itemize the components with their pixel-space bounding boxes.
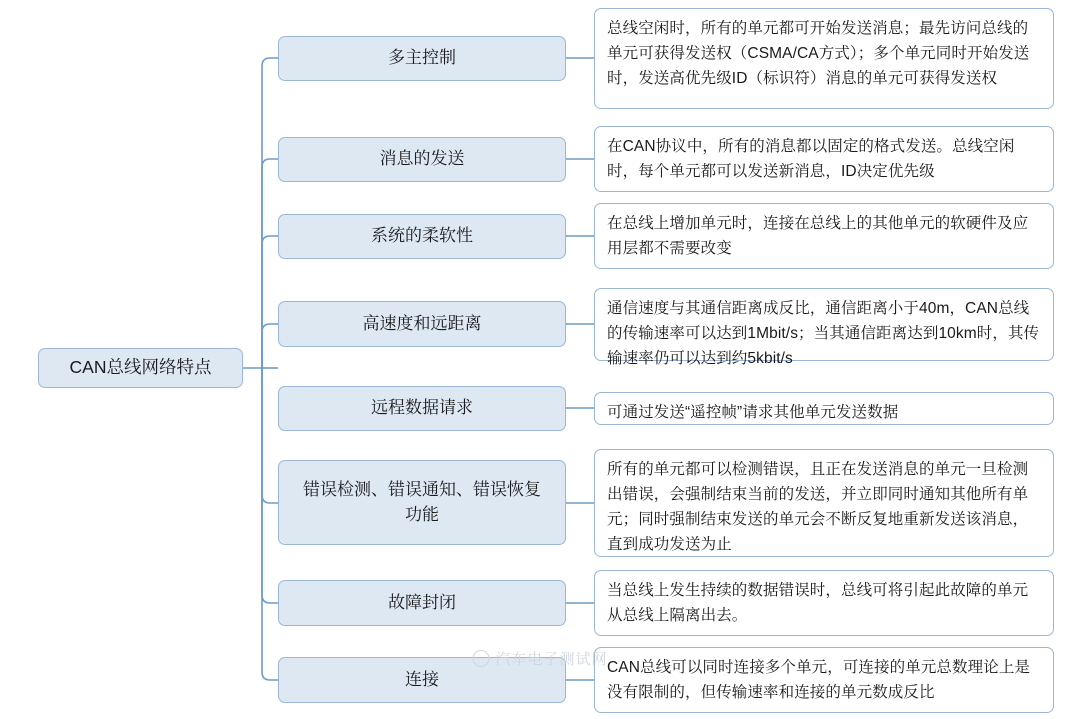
branch-node-7[interactable] xyxy=(278,580,566,626)
branch-node-1[interactable] xyxy=(278,36,566,81)
description-box-1: 总线空闲时，所有的单元都可开始发送消息；最先访问总线的单元可获得发送权（CSMA/CA方式）；多个单元同时开始发送时，发送高优先级ID（标识符）消息的单元可获得发送权 xyxy=(594,8,1054,109)
description-box-3: 在总线上增加单元时，连接在总线上的其他单元的软硬件及应用层都不需要改变 xyxy=(594,203,1054,269)
description-box-8: CAN总线可以同时连接多个单元，可连接的单元总数理论上是没有限制的，但传输速率和连接的单元数成反比 xyxy=(594,647,1054,713)
branch-node-6[interactable] xyxy=(278,460,566,545)
branch-node-8[interactable] xyxy=(278,657,566,703)
mindmap-root-node[interactable] xyxy=(38,348,243,388)
branch-label: 连接 xyxy=(405,669,439,689)
branch-label: 高速度和远距离 xyxy=(362,313,482,333)
branch-label: 多主控制 xyxy=(388,48,456,68)
description-box-2: 在CAN协议中，所有的消息都以固定的格式发送。总线空闲时，每个单元都可以发送新消息，ID决定优先级 xyxy=(594,126,1054,192)
branch-label: 错误检测、错误通知、错误恢复功能 xyxy=(303,479,541,524)
description-box-5: 可通过发送“遥控帧”请求其他单元发送数据 xyxy=(594,392,1054,425)
watermark-text: 汽车电子测试网 xyxy=(495,651,608,668)
root-label: CAN总线网络特点 xyxy=(69,357,212,378)
branch-label: 消息的发送 xyxy=(379,149,465,169)
description-box-6: 所有的单元都可以检测错误，且正在发送消息的单元一旦检测出错误，会强制结束当前的发送，并立即同时通知其他所有单元；同时强制结束发送的单元会不断反复地重新发送该消息，直到成功发送为止 xyxy=(594,449,1054,557)
description-box-7: 当总线上发生持续的数据错误时，总线可将引起此故障的单元从总线上隔离出去。 xyxy=(594,570,1054,636)
description-box-4: 通信速度与其通信距离成反比，通信距离小于40m，CAN总线的传输速率可以达到1Mbit/s；当其通信距离达到10km时，其传输速率仍可以达到约5kbit/s xyxy=(594,288,1054,361)
branch-label: 系统的柔软性 xyxy=(371,226,473,246)
branch-node-4[interactable] xyxy=(278,301,566,347)
branch-label: 远程数据请求 xyxy=(371,398,473,418)
branch-label: 故障封闭 xyxy=(388,592,456,612)
branch-node-2[interactable] xyxy=(278,137,566,182)
branch-node-5[interactable] xyxy=(278,386,566,431)
branch-node-3[interactable] xyxy=(278,214,566,259)
